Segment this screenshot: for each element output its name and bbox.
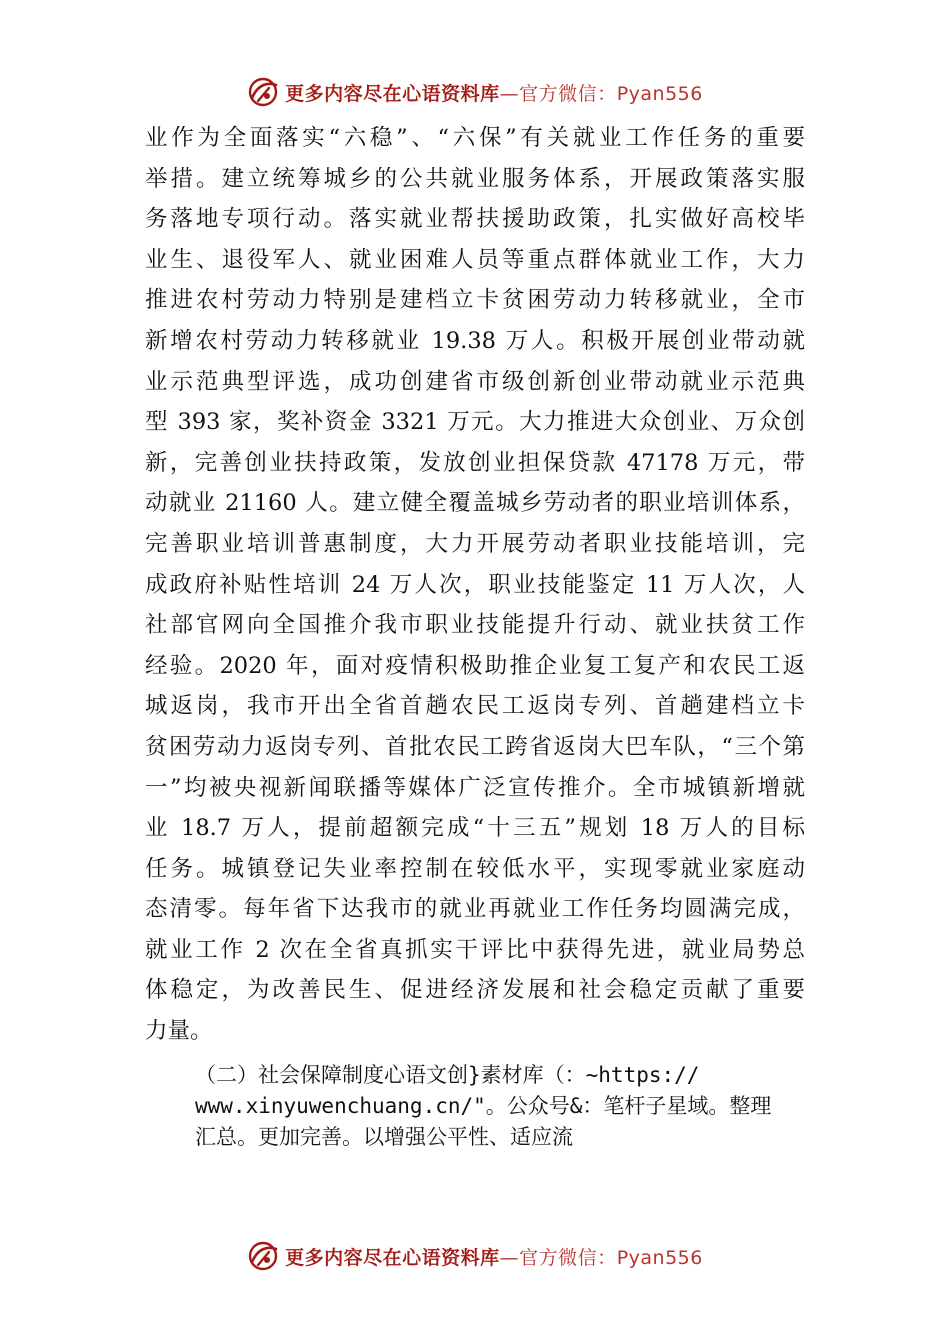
paragraph-line: 业生、退役军人、就业困难人员等重点群体就业工作，大力 [145, 246, 805, 273]
section-heading-block [195, 1060, 845, 1153]
paragraph-line: 业示范典型评选，成功创建省市级创新创业带动就业示范典 [145, 368, 805, 395]
paragraph-line: 成政府补贴性培训 24 万人次，职业技能鉴定 11 万人次，人 [145, 571, 805, 598]
paragraph-line: 推进农村劳动力特别是建档立卡贫困劳动力转移就业，全市 [145, 287, 805, 314]
paragraph-line: 城返岗，我市开出全省首趟农民工返岗专列、首趟建档立卡 [145, 693, 805, 720]
section-line: www.xinyuwenchuang.cn/"。公众号&：笔杆子星域。整理 [195, 1094, 772, 1118]
paragraph-line: 完善职业培训普惠制度，大力开展劳动者职业技能培训，完 [145, 530, 805, 557]
paragraph-line: 贫困劳动力返岗专列、首批农民工跨省返岗大巴车队，“三个第 [145, 733, 805, 760]
paragraph-line: 业作为全面落实“六稳”、“六保”有关就业工作任务的重要 [145, 125, 805, 151]
brand-logo-icon [247, 76, 279, 108]
paragraph-line: 务落地专项行动。落实就业帮扶援助政策，扎实做好高校毕 [145, 206, 805, 233]
brand-logo-icon [247, 1240, 279, 1272]
header-banner-text: 更多内容尽在心语资料库—官方微信：Pyan556 [285, 82, 703, 105]
footer-banner [0, 1234, 950, 1278]
body-paragraph [145, 118, 805, 1052]
paragraph-line: 一”均被央视新闻联播等媒体广泛宣传推介。全市城镇新增就 [145, 774, 805, 801]
paragraph-line: 就业工作 2 次在全省真抓实干评比中获得先进，就业局势总 [145, 936, 805, 963]
footer-banner-text: 更多内容尽在心语资料库—官方微信：Pyan556 [285, 1246, 703, 1269]
paragraph-line: 型 393 家，奖补资金 3321 万元。大力推进大众创业、万众创 [145, 409, 805, 436]
paragraph-line: 业 18.7 万人，提前超额完成“十三五”规划 18 万人的目标 [145, 815, 805, 842]
paragraph-line: 体稳定，为改善民生、促进经济发展和社会稳定贡献了重要 [145, 977, 805, 1004]
paragraph-line: 社部官网向全国推介我市职业技能提升行动、就业扶贫工作 [145, 612, 805, 639]
paragraph-line: 力量。 [145, 1018, 213, 1045]
section-line: 汇总。更加完善。以增强公平性、适应流 [195, 1125, 573, 1149]
paragraph-line: 新增农村劳动力转移就业 19.38 万人。积极开展创业带动就 [145, 327, 805, 354]
paragraph-line: 经验。2020 年，面对疫情积极助推企业复工复产和农民工返 [145, 652, 805, 679]
paragraph-line: 动就业 21160 人。建立健全覆盖城乡劳动者的职业培训体系， [145, 490, 805, 517]
paragraph-line: 举措。建立统筹城乡的公共就业服务体系，开展政策落实服 [145, 165, 805, 192]
section-line: （二）社会保障制度心语文创}素材库（：~https:// [195, 1063, 700, 1087]
header-banner [0, 70, 950, 114]
paragraph-line: 态清零。每年省下达我市的就业再就业工作任务均圆满完成， [145, 896, 805, 923]
paragraph-line: 新，完善创业扶持政策，发放创业担保贷款 47178 万元，带 [145, 449, 805, 476]
paragraph-line: 任务。城镇登记失业率控制在较低水平，实现零就业家庭动 [145, 855, 805, 882]
